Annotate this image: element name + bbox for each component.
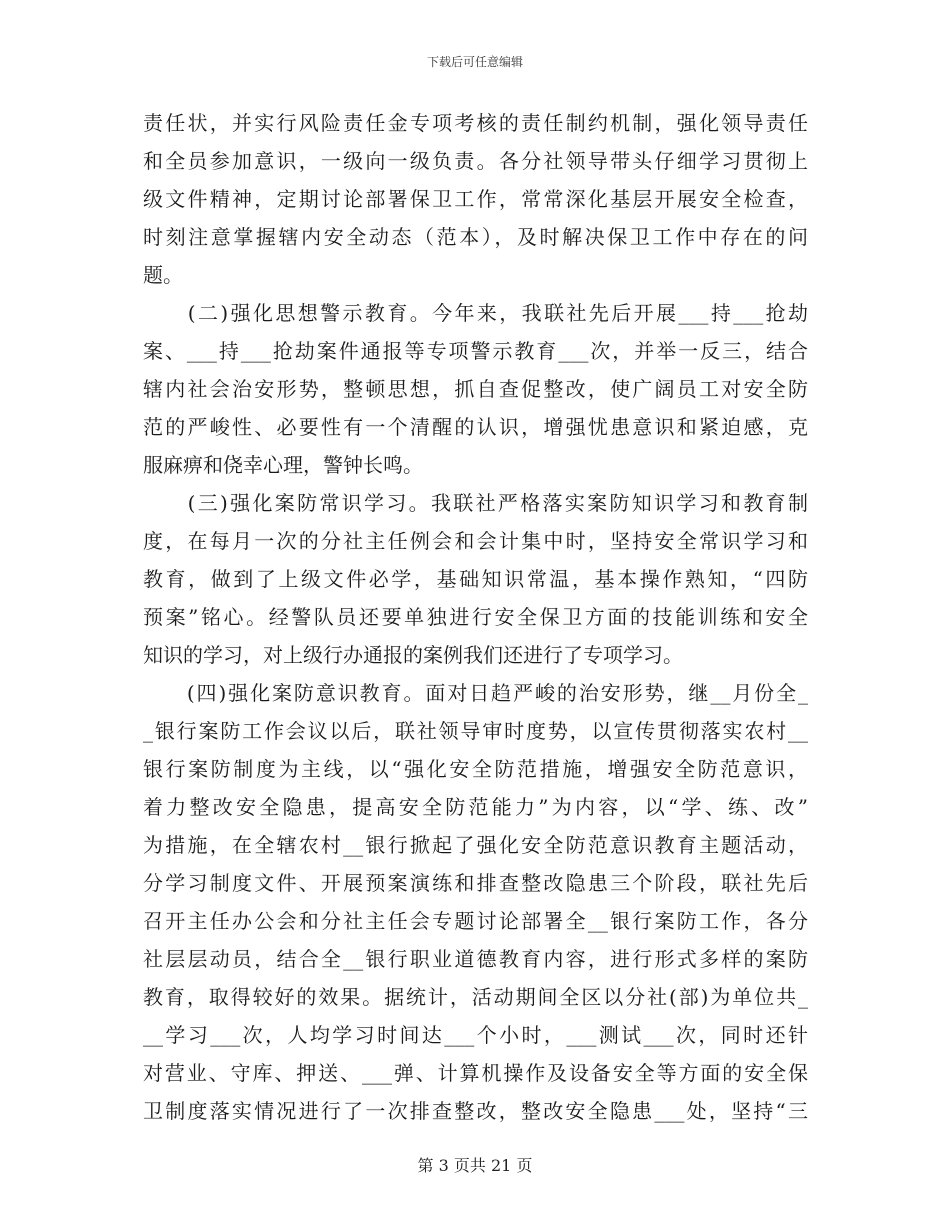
body-line: 范的严峻性、必要性有一个清醒的认识，增强忧患意识和紧迫感，克: [143, 415, 808, 439]
body-line: 度，在每月一次的分社主任例会和会计集中时，坚持安全常识学习和: [143, 529, 808, 553]
body-line: 银行案防制度为主线，以“强化安全防范措施，增强安全防范意识，: [143, 757, 808, 781]
body-line: 案、___持___抢劫案件通报等专项警示教育___次，并举一反三，结合: [143, 339, 808, 363]
body-line: 题。: [143, 263, 183, 287]
body-line: 为措施，在全辖农村__银行掀起了强化安全防范意识教育主题活动，: [143, 833, 808, 857]
body-line: 服麻痹和侥幸心理，警钟长鸣。: [143, 453, 423, 477]
body-line: 预案”铭心。经警队员还要单独进行安全保卫方面的技能训练和安全: [143, 605, 808, 629]
body-line: _银行案防工作会议以后，联社领导审时度势，以宣传贯彻落实农村__: [143, 719, 808, 743]
body-line: __学习___次，人均学习时间达___个小时，___测试___次，同时还针: [143, 1023, 808, 1047]
body-line: 教育，取得较好的效果。据统计，活动期间全区以分社(部)为单位共_: [143, 985, 808, 1009]
body-line: 对营业、守库、押送、___弹、计算机操作及设备安全等方面的安全保: [143, 1061, 808, 1085]
body-line: (二)强化思想警示教育。今年来，我联社先后开展___持___抢劫: [143, 301, 808, 325]
body-line: 着力整改安全隐患，提高安全防范能力”为内容，以“学、练、改”: [143, 795, 808, 819]
body-line: 召开主任办公会和分社主任会专题讨论部署全__银行案防工作，各分: [143, 909, 808, 933]
document-body: [143, 104, 808, 1130]
body-line: 卫制度落实情况进行了一次排查整改，整改安全隐患___处，坚持“三: [143, 1099, 808, 1123]
body-line: 社层层动员，结合全__银行职业道德教育内容，进行形式多样的案防: [143, 947, 808, 971]
page-number: 第 3 页共 21 页: [417, 1156, 533, 1175]
body-line: 知识的学习，对上级行办通报的案例我们还进行了专项学习。: [143, 643, 683, 667]
body-line: 时刻注意掌握辖内安全动态（范本），及时解决保卫工作中存在的问: [143, 225, 808, 249]
body-line: 级文件精神，定期讨论部署保卫工作，常常深化基层开展安全检查，: [143, 187, 808, 211]
body-line: 辖内社会治安形势，整顿思想，抓自查促整改，使广阔员工对安全防: [143, 377, 808, 401]
page-header: 下载后可任意编辑: [426, 55, 523, 69]
body-line: 教育，做到了上级文件必学，基础知识常温，基本操作熟知，“四防: [143, 567, 808, 591]
body-line: (四)强化案防意识教育。面对日趋严峻的治安形势，继__月份全_: [143, 681, 808, 705]
body-line: 责任状，并实行风险责任金专项考核的责任制约机制，强化领导责任: [143, 111, 808, 135]
body-line: 分学习制度文件、开展预案演练和排查整改隐患三个阶段，联社先后: [143, 871, 808, 895]
body-line: 和全员参加意识，一级向一级负责。各分社领导带头仔细学习贯彻上: [143, 149, 808, 173]
body-line: (三)强化案防常识学习。我联社严格落实案防知识学习和教育制: [143, 491, 808, 515]
